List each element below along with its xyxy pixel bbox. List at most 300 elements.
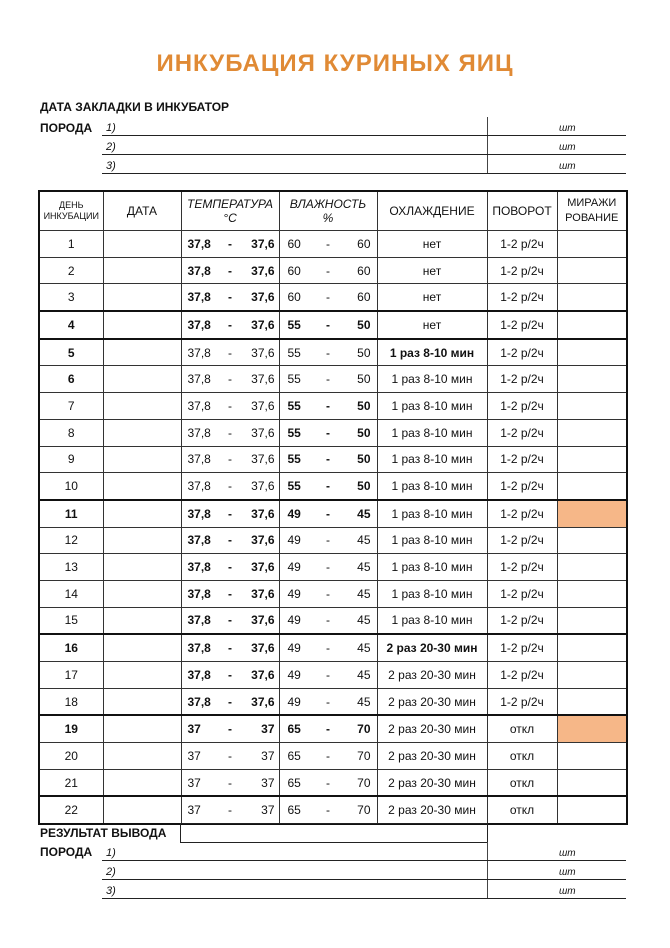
candling-cell[interactable] [557, 580, 627, 607]
unit-label: шт [559, 123, 576, 134]
table-row [39, 662, 627, 689]
humidity-from: 55 [287, 452, 301, 467]
temperature-from: 37,8 [187, 560, 211, 575]
header-temperature: ТЕМПЕРАТУРА °С [181, 191, 279, 231]
candling-cell[interactable] [557, 796, 627, 824]
humidity-from: 49 [287, 613, 301, 628]
temperature-to: 37,6 [251, 560, 275, 575]
cooling-cell: нет [377, 231, 487, 258]
temperature-cell [181, 688, 279, 715]
day-cell: 16 [39, 634, 103, 661]
range-dash: - [326, 694, 330, 709]
humidity-to: 50 [357, 345, 371, 360]
date-cell[interactable] [103, 500, 181, 527]
turning-cell: 1-2 р/2ч [487, 446, 557, 473]
date-cell[interactable] [103, 554, 181, 581]
range-dash: - [228, 425, 232, 440]
range-dash: - [228, 506, 232, 521]
turning-cell: откл [487, 769, 557, 796]
humidity-cell [279, 473, 377, 500]
date-cell[interactable] [103, 743, 181, 770]
start-date-label: ДАТА ЗАКЛАДКИ В ИНКУБАТОР [40, 100, 230, 114]
humidity-cell [279, 662, 377, 689]
humidity-to: 50 [357, 372, 371, 387]
candling-cell[interactable] [557, 446, 627, 473]
temperature-cell [181, 500, 279, 527]
turning-cell: 1-2 р/2ч [487, 527, 557, 554]
humidity-from: 60 [287, 290, 301, 305]
day-cell: 18 [39, 688, 103, 715]
range-dash: - [326, 641, 330, 656]
date-cell[interactable] [103, 607, 181, 634]
cooling-cell: 1 раз 8-10 мин [377, 527, 487, 554]
temperature-cell [181, 715, 279, 742]
temperature-from: 37,8 [187, 586, 211, 601]
result-field[interactable] [180, 823, 488, 843]
temperature-to: 37 [261, 722, 275, 737]
temperature-from: 37,8 [187, 667, 211, 682]
turning-cell: 1-2 р/2ч [487, 554, 557, 581]
start-breed-line[interactable] [102, 117, 626, 136]
humidity-cell [279, 339, 377, 366]
humidity-from: 49 [287, 586, 301, 601]
turning-cell: 1-2 р/2ч [487, 688, 557, 715]
humidity-cell [279, 634, 377, 661]
date-cell[interactable] [103, 796, 181, 824]
temperature-cell [181, 634, 279, 661]
humidity-cell [279, 311, 377, 339]
temperature-from: 37 [187, 775, 201, 790]
temperature-to: 37 [261, 748, 275, 763]
turning-cell: 1-2 р/2ч [487, 473, 557, 500]
range-dash: - [228, 317, 232, 332]
humidity-from: 55 [287, 479, 301, 494]
candling-cell[interactable] [557, 419, 627, 446]
range-dash: - [326, 748, 330, 763]
cooling-cell: нет [377, 284, 487, 311]
result-breed-line[interactable] [102, 861, 626, 880]
cooling-cell: 1 раз 8-10 мин [377, 366, 487, 393]
line-number: 3) [106, 885, 116, 897]
temperature-to: 37 [261, 803, 275, 818]
range-dash: - [228, 722, 232, 737]
day-cell: 2 [39, 257, 103, 284]
candling-cell[interactable] [557, 688, 627, 715]
range-dash: - [326, 803, 330, 818]
candling-cell[interactable] [557, 257, 627, 284]
humidity-to: 70 [357, 803, 371, 818]
range-dash: - [326, 452, 330, 467]
temperature-from: 37,8 [187, 694, 211, 709]
header-cooling: ОХЛАЖДЕНИЕ [377, 191, 487, 231]
date-cell[interactable] [103, 527, 181, 554]
temperature-from: 37,8 [187, 425, 211, 440]
temperature-to: 37,6 [251, 263, 275, 278]
turning-cell: откл [487, 796, 557, 824]
range-dash: - [228, 667, 232, 682]
cooling-cell: 1 раз 8-10 мин [377, 393, 487, 420]
temperature-from: 37,8 [187, 506, 211, 521]
table-row [39, 311, 627, 339]
start-breed-line[interactable] [102, 136, 626, 155]
temperature-to: 37,6 [251, 372, 275, 387]
humidity-from: 65 [287, 748, 301, 763]
cooling-cell: 1 раз 8-10 мин [377, 339, 487, 366]
turning-cell: 1-2 р/2ч [487, 339, 557, 366]
turning-cell: 1-2 р/2ч [487, 366, 557, 393]
range-dash: - [228, 263, 232, 278]
cooling-cell: 2 раз 20-30 мин [377, 769, 487, 796]
table-row [39, 473, 627, 500]
temperature-cell [181, 284, 279, 311]
unit-label: шт [559, 886, 576, 897]
unit-label: шт [559, 142, 576, 153]
temperature-cell [181, 257, 279, 284]
result-breed-label: ПОРОДА [40, 845, 93, 859]
temperature-cell [181, 473, 279, 500]
temperature-from: 37,8 [187, 641, 211, 656]
temperature-cell [181, 607, 279, 634]
candling-cell[interactable] [557, 769, 627, 796]
range-dash: - [228, 694, 232, 709]
humidity-from: 49 [287, 506, 301, 521]
humidity-to: 50 [357, 452, 371, 467]
candling-cell[interactable] [557, 311, 627, 339]
date-cell[interactable] [103, 284, 181, 311]
humidity-from: 55 [287, 398, 301, 413]
humidity-to: 45 [357, 533, 371, 548]
humidity-cell [279, 743, 377, 770]
turning-cell: 1-2 р/2ч [487, 500, 557, 527]
range-dash: - [228, 803, 232, 818]
temperature-to: 37,6 [251, 613, 275, 628]
range-dash: - [326, 586, 330, 601]
humidity-to: 45 [357, 613, 371, 628]
day-cell: 4 [39, 311, 103, 339]
start-breed-lines [102, 117, 626, 174]
date-cell[interactable] [103, 446, 181, 473]
range-dash: - [326, 317, 330, 332]
temperature-from: 37 [187, 722, 201, 737]
table-row [39, 743, 627, 770]
turning-cell: 1-2 р/2ч [487, 257, 557, 284]
temperature-to: 37,6 [251, 345, 275, 360]
humidity-cell [279, 688, 377, 715]
candling-cell[interactable] [557, 662, 627, 689]
temperature-from: 37,8 [187, 317, 211, 332]
day-cell: 7 [39, 393, 103, 420]
humidity-from: 60 [287, 263, 301, 278]
date-cell[interactable] [103, 393, 181, 420]
result-breed-lines [102, 842, 626, 899]
cooling-cell: 2 раз 20-30 мин [377, 634, 487, 661]
range-dash: - [326, 560, 330, 575]
range-dash: - [326, 236, 330, 251]
humidity-to: 50 [357, 398, 371, 413]
temperature-from: 37,8 [187, 372, 211, 387]
temperature-cell [181, 580, 279, 607]
table-row [39, 796, 627, 824]
temperature-cell [181, 311, 279, 339]
start-breed-line[interactable] [102, 155, 626, 174]
date-cell[interactable] [103, 634, 181, 661]
temperature-cell [181, 527, 279, 554]
table-row [39, 257, 627, 284]
temperature-to: 37,6 [251, 533, 275, 548]
candling-cell[interactable] [557, 231, 627, 258]
date-cell[interactable] [103, 311, 181, 339]
turning-cell: 1-2 р/2ч [487, 607, 557, 634]
day-cell: 6 [39, 366, 103, 393]
day-cell: 17 [39, 662, 103, 689]
line-number: 3) [106, 160, 116, 172]
table-header [39, 191, 627, 231]
table-row [39, 580, 627, 607]
humidity-cell [279, 580, 377, 607]
header-turning: ПОВОРОТ [487, 191, 557, 231]
table-row [39, 231, 627, 258]
turning-cell: 1-2 р/2ч [487, 284, 557, 311]
day-cell: 12 [39, 527, 103, 554]
range-dash: - [228, 372, 232, 387]
humidity-cell [279, 231, 377, 258]
date-cell[interactable] [103, 257, 181, 284]
humidity-from: 49 [287, 667, 301, 682]
date-cell[interactable] [103, 662, 181, 689]
humidity-from: 65 [287, 775, 301, 790]
line-number: 2) [106, 866, 116, 878]
temperature-to: 37,6 [251, 641, 275, 656]
table-row [39, 715, 627, 742]
humidity-from: 55 [287, 425, 301, 440]
day-cell: 15 [39, 607, 103, 634]
cooling-cell: 1 раз 8-10 мин [377, 419, 487, 446]
candling-cell[interactable] [557, 366, 627, 393]
candling-cell[interactable] [557, 473, 627, 500]
temperature-to: 37 [261, 775, 275, 790]
candling-cell[interactable] [557, 527, 627, 554]
temperature-cell [181, 662, 279, 689]
turning-cell: 1-2 р/2ч [487, 580, 557, 607]
date-cell[interactable] [103, 366, 181, 393]
humidity-cell [279, 419, 377, 446]
candling-cell[interactable] [557, 715, 627, 742]
range-dash: - [228, 775, 232, 790]
humidity-cell [279, 393, 377, 420]
date-cell[interactable] [103, 231, 181, 258]
humidity-to: 45 [357, 694, 371, 709]
range-dash: - [326, 506, 330, 521]
temperature-cell [181, 796, 279, 824]
temperature-to: 37,6 [251, 506, 275, 521]
day-cell: 8 [39, 419, 103, 446]
temperature-from: 37,8 [187, 613, 211, 628]
temperature-from: 37 [187, 748, 201, 763]
humidity-from: 60 [287, 236, 301, 251]
cooling-cell: 1 раз 8-10 мин [377, 607, 487, 634]
header-day: ДЕНЬ ИНКУБАЦИИ [39, 191, 103, 231]
candling-cell[interactable] [557, 284, 627, 311]
humidity-to: 60 [357, 263, 371, 278]
turning-cell: откл [487, 715, 557, 742]
day-cell: 10 [39, 473, 103, 500]
table-row [39, 554, 627, 581]
humidity-to: 60 [357, 290, 371, 305]
range-dash: - [326, 775, 330, 790]
turning-cell: 1-2 р/2ч [487, 231, 557, 258]
range-dash: - [228, 613, 232, 628]
day-cell: 22 [39, 796, 103, 824]
humidity-cell [279, 527, 377, 554]
range-dash: - [326, 613, 330, 628]
result-label: РЕЗУЛЬТАТ ВЫВОДА [40, 826, 167, 840]
temperature-cell [181, 743, 279, 770]
unit-label: шт [559, 867, 576, 878]
unit-label: шт [559, 161, 576, 172]
turning-cell: 1-2 р/2ч [487, 393, 557, 420]
date-cell[interactable] [103, 769, 181, 796]
day-cell: 20 [39, 743, 103, 770]
result-breed-line[interactable] [102, 880, 626, 899]
cooling-cell: 1 раз 8-10 мин [377, 500, 487, 527]
humidity-from: 55 [287, 345, 301, 360]
day-cell: 14 [39, 580, 103, 607]
temperature-to: 37,6 [251, 667, 275, 682]
range-dash: - [228, 345, 232, 360]
temperature-from: 37,8 [187, 345, 211, 360]
humidity-from: 55 [287, 372, 301, 387]
date-cell[interactable] [103, 688, 181, 715]
table-row [39, 339, 627, 366]
range-dash: - [326, 372, 330, 387]
table-row [39, 419, 627, 446]
table-row [39, 527, 627, 554]
candling-cell[interactable] [557, 393, 627, 420]
humidity-cell [279, 284, 377, 311]
temperature-cell [181, 554, 279, 581]
table-row [39, 500, 627, 527]
range-dash: - [326, 425, 330, 440]
temperature-cell [181, 231, 279, 258]
humidity-cell [279, 500, 377, 527]
line-number: 1) [106, 847, 116, 859]
header-humidity: ВЛАЖНОСТЬ % [279, 191, 377, 231]
header-date: ДАТА [103, 191, 181, 231]
day-cell: 5 [39, 339, 103, 366]
cooling-cell: нет [377, 311, 487, 339]
day-cell: 11 [39, 500, 103, 527]
range-dash: - [228, 533, 232, 548]
unit-label: шт [559, 848, 576, 859]
range-dash: - [228, 586, 232, 601]
day-cell: 13 [39, 554, 103, 581]
date-cell[interactable] [103, 580, 181, 607]
temperature-to: 37,6 [251, 586, 275, 601]
candling-cell[interactable] [557, 634, 627, 661]
temperature-cell [181, 366, 279, 393]
turning-cell: 1-2 р/2ч [487, 634, 557, 661]
table-row [39, 634, 627, 661]
humidity-to: 45 [357, 560, 371, 575]
range-dash: - [228, 641, 232, 656]
table-row [39, 769, 627, 796]
temperature-cell [181, 419, 279, 446]
range-dash: - [228, 452, 232, 467]
result-breed-line[interactable] [102, 842, 626, 861]
table-row [39, 607, 627, 634]
temperature-from: 37 [187, 803, 201, 818]
line-number: 1) [106, 122, 116, 134]
date-cell[interactable] [103, 473, 181, 500]
humidity-to: 70 [357, 775, 371, 790]
humidity-to: 45 [357, 641, 371, 656]
humidity-to: 50 [357, 425, 371, 440]
humidity-cell [279, 769, 377, 796]
turning-cell: 1-2 р/2ч [487, 419, 557, 446]
temperature-to: 37,6 [251, 317, 275, 332]
humidity-cell [279, 796, 377, 824]
temperature-from: 37,8 [187, 533, 211, 548]
turning-cell: 1-2 р/2ч [487, 662, 557, 689]
cooling-cell: 2 раз 20-30 мин [377, 662, 487, 689]
candling-cell[interactable] [557, 339, 627, 366]
candling-cell[interactable] [557, 607, 627, 634]
candling-cell[interactable] [557, 554, 627, 581]
temperature-to: 37,6 [251, 694, 275, 709]
humidity-to: 50 [357, 479, 371, 494]
temperature-to: 37,6 [251, 479, 275, 494]
candling-cell[interactable] [557, 743, 627, 770]
humidity-cell [279, 257, 377, 284]
temperature-to: 37,6 [251, 398, 275, 413]
humidity-to: 45 [357, 506, 371, 521]
day-cell: 19 [39, 715, 103, 742]
humidity-cell [279, 366, 377, 393]
date-cell[interactable] [103, 419, 181, 446]
temperature-to: 37,6 [251, 290, 275, 305]
range-dash: - [326, 667, 330, 682]
temperature-to: 37,6 [251, 452, 275, 467]
temperature-from: 37,8 [187, 290, 211, 305]
range-dash: - [326, 533, 330, 548]
range-dash: - [326, 398, 330, 413]
cooling-cell: 2 раз 20-30 мин [377, 715, 487, 742]
day-cell: 21 [39, 769, 103, 796]
temperature-cell [181, 339, 279, 366]
day-cell: 9 [39, 446, 103, 473]
candling-cell[interactable] [557, 500, 627, 527]
date-cell[interactable] [103, 715, 181, 742]
humidity-to: 70 [357, 748, 371, 763]
range-dash: - [228, 560, 232, 575]
cooling-cell: 2 раз 20-30 мин [377, 688, 487, 715]
temperature-cell [181, 393, 279, 420]
range-dash: - [228, 748, 232, 763]
temperature-cell [181, 769, 279, 796]
date-cell[interactable] [103, 339, 181, 366]
humidity-to: 60 [357, 236, 371, 251]
humidity-cell [279, 446, 377, 473]
temperature-from: 37,8 [187, 263, 211, 278]
cooling-cell: 1 раз 8-10 мин [377, 554, 487, 581]
table-row [39, 284, 627, 311]
page-title: ИНКУБАЦИЯ КУРИНЫХ ЯИЦ [156, 50, 514, 77]
cooling-cell: 1 раз 8-10 мин [377, 446, 487, 473]
temperature-to: 37,6 [251, 236, 275, 251]
range-dash: - [326, 290, 330, 305]
range-dash: - [326, 345, 330, 360]
table-row [39, 446, 627, 473]
